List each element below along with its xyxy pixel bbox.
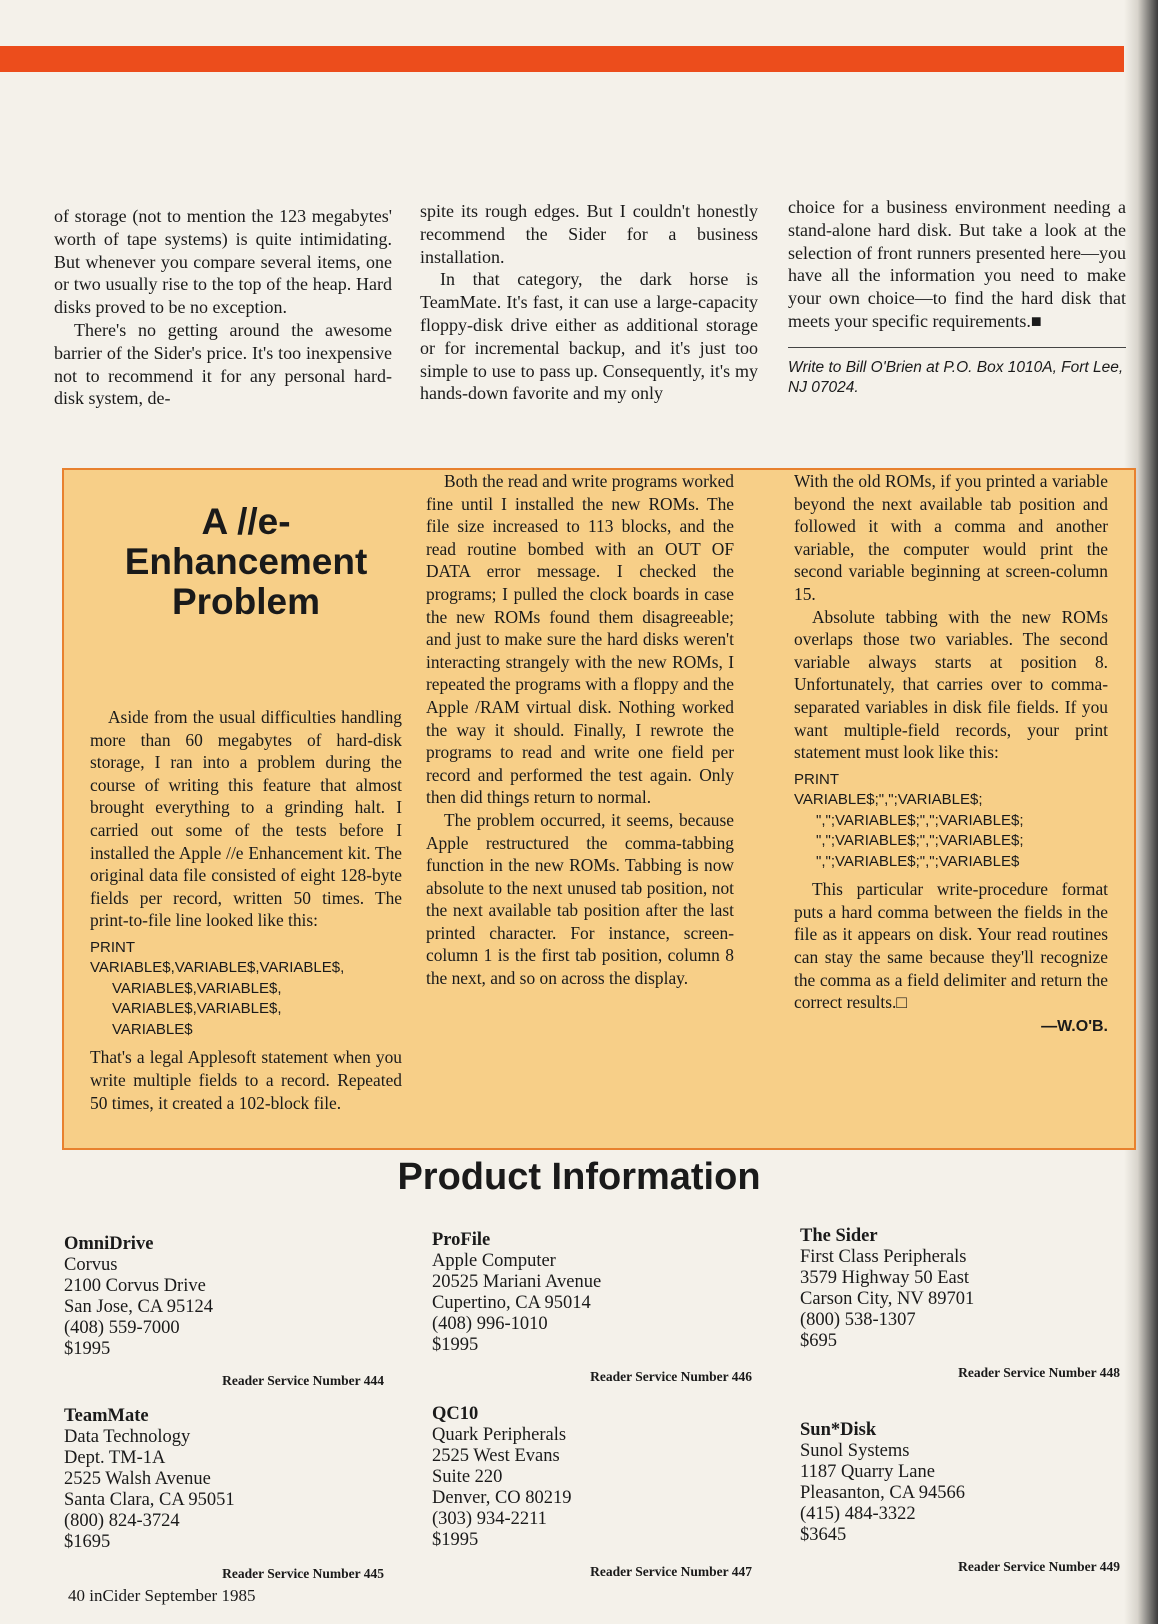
- end-mark-icon: ■: [1030, 310, 1042, 331]
- top-color-bar: [0, 46, 1126, 72]
- end-box-icon: □: [896, 992, 907, 1013]
- code-line: ",";VARIABLE$;",";VARIABLE$;: [816, 811, 1024, 829]
- product-entry: [800, 1420, 1120, 1577]
- product-line: 2525 Walsh Avenue: [64, 1469, 211, 1489]
- sidebar-paragraph: The problem occurred, it seems, because Apple restructured the comma-tabbing function in the new ROMs. Tabbing is now absolute to the next unused tab position, not the next available tab position after the last printed character. For instance, screen-column 1 is the first tab position, column 8 the next, and so on across the display.: [426, 809, 734, 989]
- sidebar-paragraph: Absolute tabbing with the new ROMs overlaps those two variables. The second variable always starts at position 8. Unfortunately, that carries over to comma-separated variables in disk file fields. If you want multiple-field records, your print statement must look like this:: [794, 606, 1108, 763]
- product-entry: [432, 1230, 752, 1387]
- sidebar-closing-text: This particular write-procedure format puts a hard comma between the fields in the file as it appears on disk. Your read routines can stay the same because they'll recognize the comma as a field delimiter and return the correct results.: [794, 879, 1108, 1013]
- product-line: $695: [800, 1331, 837, 1351]
- product-name: TeamMate: [64, 1406, 149, 1426]
- article-column-3: [788, 196, 1126, 398]
- product-line: 3579 Highway 50 East: [800, 1268, 970, 1288]
- signature: —W.O'B.: [1041, 1017, 1108, 1035]
- product-entry: [800, 1226, 1120, 1383]
- product-line: $1695: [64, 1532, 111, 1552]
- sidebar-paragraph: [794, 878, 1108, 1014]
- code-listing-1: [90, 938, 402, 1041]
- sidebar-column-3: [794, 470, 1108, 1038]
- article-paragraph: of storage (not to mention the 123 megabytes' worth of tape systems) is quite intimidating. But whenever you compare several items, one or two usually rise to the top of the heap. Hard disks proved to be no exception.: [54, 206, 392, 318]
- product-name: Sun*Disk: [800, 1420, 877, 1440]
- reader-service-number: Reader Service Number 446: [590, 1369, 752, 1384]
- article-column-2: [420, 200, 758, 405]
- sidebar-paragraph: With the old ROMs, if you printed a variable beyond the next available tab position and followed it with a comma and another variable, the computer would print the second variable beginning at screen-column 15.: [794, 471, 1108, 604]
- product-line: Sunol Systems: [800, 1441, 910, 1461]
- product-line: (415) 484-3322: [800, 1504, 916, 1524]
- product-entry: [432, 1404, 752, 1582]
- code-line: VARIABLE$,VARIABLE$,VARIABLE$,: [90, 959, 345, 977]
- product-line: Quark Peripherals: [432, 1425, 567, 1445]
- code-line: VARIABLE$;",";VARIABLE$;: [794, 791, 983, 809]
- product-line: (800) 824-3724: [64, 1511, 180, 1531]
- product-line: Cupertino, CA 95014: [432, 1293, 591, 1313]
- product-line: 2100 Corvus Drive: [64, 1276, 206, 1296]
- product-line: (408) 559-7000: [64, 1318, 180, 1338]
- sidebar-title: A //e-Enhancement Problem: [124, 501, 368, 622]
- product-line: Denver, CO 80219: [432, 1488, 572, 1508]
- reader-service-number: Reader Service Number 449: [958, 1559, 1120, 1574]
- sidebar-column-2: [426, 470, 734, 990]
- reader-service-number: Reader Service Number 445: [222, 1566, 384, 1581]
- article-paragraph: spite its rough edges. But I couldn't honestly recommend the Sider for a business installation.: [420, 201, 758, 267]
- product-line: $1995: [432, 1335, 479, 1355]
- code-line: VARIABLE$,VARIABLE$,: [112, 979, 282, 997]
- product-entry: [64, 1406, 384, 1584]
- product-line: Pleasanton, CA 94566: [800, 1483, 965, 1503]
- product-line: First Class Peripherals: [800, 1247, 967, 1267]
- reader-service-number: Reader Service Number 444: [222, 1373, 384, 1388]
- product-line: 20525 Mariani Avenue: [432, 1272, 602, 1292]
- product-line: Suite 220: [432, 1467, 503, 1487]
- article-closing-text: choice for a business environment needing a stand-alone hard disk. But take a look at the selection of front runners presented here—you have all the information you need to make your own choice—to find the hard disk that meets your specific requirements.: [788, 197, 1126, 331]
- product-entry: [64, 1234, 384, 1391]
- product-line: Carson City, NV 89701: [800, 1289, 975, 1309]
- code-listing-2: [794, 770, 1108, 873]
- article-column-1: [54, 205, 392, 410]
- code-line: ",";VARIABLE$;",";VARIABLE$: [816, 852, 1020, 870]
- product-line: $1995: [432, 1530, 479, 1550]
- article-paragraph: There's no getting around the awesome barrier of the Sider's price. It's too inexpensive not to recommend it for any personal hard-disk system, de-: [54, 319, 392, 409]
- product-line: 1187 Quarry Lane: [800, 1462, 935, 1482]
- product-name: ProFile: [432, 1230, 491, 1250]
- code-line: VARIABLE$: [112, 1020, 193, 1038]
- product-name: QC10: [432, 1404, 479, 1424]
- author-credit: Write to Bill O'Brien at P.O. Box 1010A, Fort Lee, NJ 07024.: [788, 358, 1124, 396]
- sidebar-paragraph: Both the read and write programs worked fine until I installed the new ROMs. The file size increased to 113 blocks, and the read routine bombed with an OUT OF DATA error message. I checked the programs; I pulled the clock boards in case the new ROMs found them disagreeable; and just to make sure the hard disks weren't interacting strangely with the new ROMs, I repeated the programs with a floppy and the Apple /RAM virtual disk. Nothing worked the way it should. Finally, I rewrote the programs to read and write one field per record and performed the test again. Only then did things return to normal.: [426, 471, 734, 808]
- code-line: PRINT: [90, 938, 135, 956]
- sidebar-paragraph: That's a legal Applesoft statement when you write multiple fields to a record. Repeated 50 times, it created a 102-block file.: [90, 1047, 402, 1113]
- product-line: Data Technology: [64, 1427, 191, 1447]
- reader-service-number: Reader Service Number 448: [958, 1365, 1120, 1380]
- product-name: OmniDrive: [64, 1234, 154, 1254]
- product-line: Corvus: [64, 1255, 118, 1275]
- article-paragraph: In that category, the dark horse is TeamMate. It's fast, it can use a large-capacity floppy-disk drive either as additional storage or for incremental backup, and it's just too simple to use to pass up. Consequently, it's my hands-down favorite and my only: [420, 269, 758, 404]
- product-line: San Jose, CA 95124: [64, 1297, 214, 1317]
- product-line: $3645: [800, 1525, 847, 1545]
- product-line: 2525 West Evans: [432, 1446, 560, 1466]
- product-line: Apple Computer: [432, 1251, 556, 1271]
- product-name: The Sider: [800, 1226, 878, 1246]
- sidebar-paragraph: Aside from the usual difficulties handling more than 60 megabytes of hard-disk storage, I ran into a problem during the course of writing this feature that almost brought everything to a grinding halt. I carried out some of the tests before I installed the Apple //e Enhancement kit. The original data file consisted of eight 128-byte fields per record, written 50 times. The print-to-file line looked like this:: [90, 707, 402, 931]
- divider: [788, 347, 1126, 348]
- product-line: (408) 996-1010: [432, 1314, 548, 1334]
- article-paragraph: [788, 196, 1126, 333]
- product-line: $1995: [64, 1339, 111, 1359]
- product-line: Santa Clara, CA 95051: [64, 1490, 235, 1510]
- sidebar-column-1: [90, 480, 402, 1114]
- code-line: PRINT: [794, 770, 839, 788]
- product-line: Dept. TM-1A: [64, 1448, 166, 1468]
- reader-service-number: Reader Service Number 447: [590, 1564, 752, 1579]
- code-line: ",";VARIABLE$;",";VARIABLE$;: [816, 832, 1024, 850]
- product-line: (800) 538-1307: [800, 1310, 916, 1330]
- page-footer: 40 inCider September 1985: [68, 1586, 256, 1605]
- sidebar-box: [62, 468, 1136, 1150]
- code-line: VARIABLE$,VARIABLE$,: [112, 1000, 282, 1018]
- product-line: (303) 934-2211: [432, 1509, 547, 1529]
- product-info-heading: Product Information: [397, 1156, 761, 1198]
